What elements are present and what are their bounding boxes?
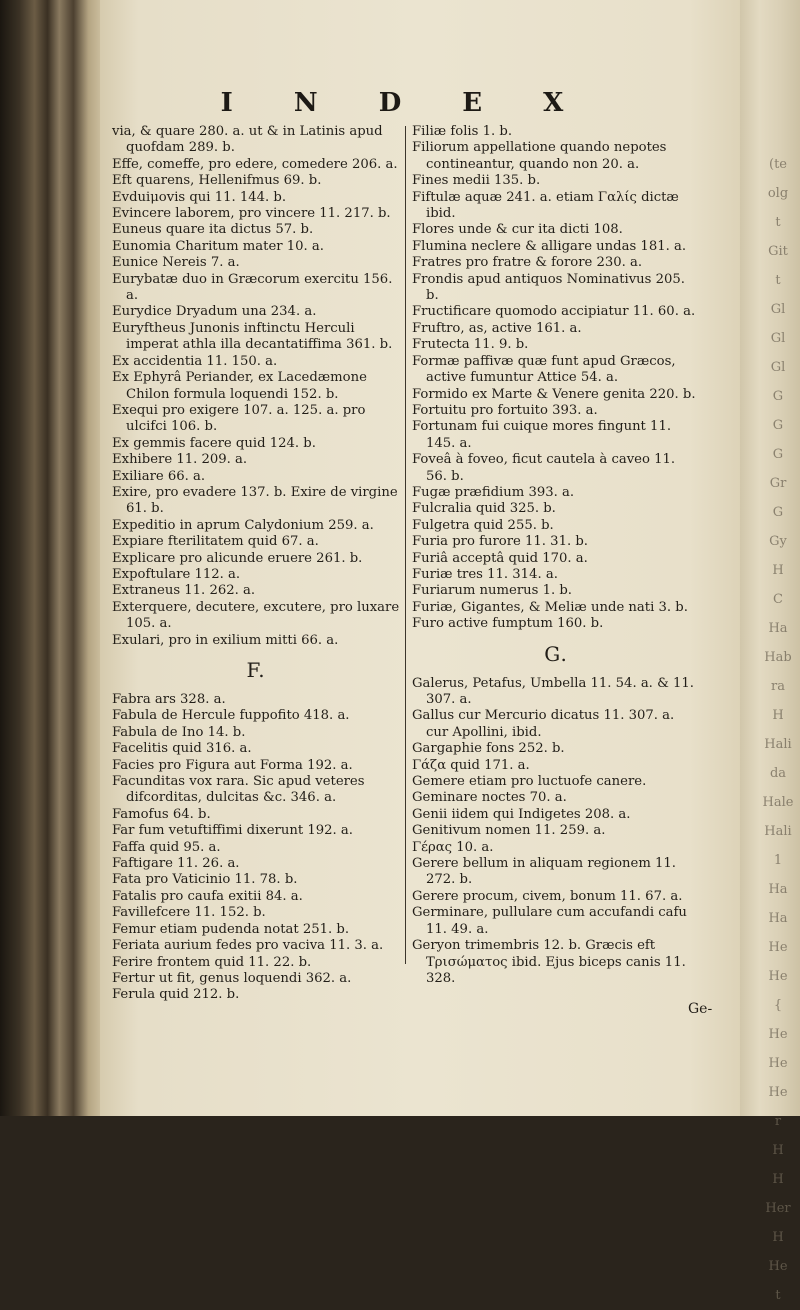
index-entry: Γάζα quid 171. a.	[412, 757, 530, 773]
index-entry: Furo active fumptum 160. b.	[412, 616, 604, 632]
index-entry: Fruftro, as, active 161. a.	[412, 320, 582, 336]
index-entry: Fertur ut fit, genus loquendi 362. a.	[112, 970, 352, 986]
right-column	[412, 124, 700, 987]
facing-page-fragment: Ha	[768, 911, 788, 926]
index-entry: Facunditas vox rara. Sic apud veteres difcorditas, dulcitas &c. 346. a.	[112, 774, 365, 806]
index-entry: Fines medii 135. b.	[412, 173, 541, 189]
facing-page-fragment: He	[768, 1027, 788, 1042]
index-entry: Flumina neclere & alligare undas 181. a.	[412, 238, 687, 254]
index-entry: Effe, comeffe, pro edere, comedere 206. a.	[112, 156, 398, 172]
facing-page-fragment: Gl	[770, 331, 786, 346]
index-entry: Feriata aurium fedes pro vaciva 11. 3. a.	[112, 938, 384, 954]
left-column	[112, 124, 400, 1004]
facing-page-fragment: t	[775, 1288, 781, 1303]
facing-page-fragment: t	[775, 215, 781, 230]
facing-page-fragment: G	[772, 418, 784, 433]
facing-page-fragment: Hali	[764, 737, 792, 752]
index-entry: Ferire frontem quid 11. 22. b.	[112, 954, 312, 970]
index-entry: Exterquere, decutere, excutere, pro luxare 105. a.	[112, 599, 400, 632]
facing-page-fragment: Gl	[770, 360, 786, 375]
index-entry: Exiliare 66. a.	[112, 468, 206, 484]
index-entry: Facelitis quid 316. a.	[112, 741, 252, 757]
index-entry: Exulari, pro in exilium mitti 66. a.	[112, 632, 339, 648]
facing-page-fragment: t	[775, 273, 781, 288]
index-entry: Evincere laborem, pro vincere 11. 217. b.	[112, 206, 391, 222]
index-entry: Fata pro Vaticinio 11. 78. b.	[112, 872, 298, 888]
index-entry: Frutecta 11. 9. b.	[412, 337, 529, 353]
index-entry: Furia pro furore 11. 31. b.	[412, 534, 588, 550]
facing-page-fragment: da	[769, 766, 787, 781]
facing-page-fragment: Gr	[769, 476, 787, 491]
index-entry: Eurybatæ duo in Græcorum exercitu 156. a.	[112, 271, 393, 304]
index-entry: Ferula quid 212. b.	[112, 987, 240, 1003]
index-entry: Geryon trimembris 12. b. Græcis eft Τρισώματος ibid. Ejus biceps canis 11. 328.	[412, 938, 686, 986]
index-entry: Exire, pro evadere 137. b. Exire de virgine 61. b.	[112, 484, 398, 517]
index-entry: Gallus cur Mercurio dicatus 11. 307. a. cur Apollini, ibid.	[412, 708, 675, 740]
index-entry: Fabula de Ino 14. b.	[112, 724, 246, 740]
book-binding-edge	[0, 0, 108, 1116]
index-entry: Germinare, pullulare cum accufandi cafu 11. 49. a.	[412, 905, 687, 937]
facing-page-fragment: H	[772, 1143, 784, 1158]
index-entry: Famofus 64. b.	[112, 806, 211, 822]
section-letter-g: G.	[544, 641, 568, 666]
page-heading: I N D E X	[220, 88, 590, 118]
index-entry: Fulgetra quid 255. b.	[412, 517, 554, 533]
index-entry: Foveâ à foveo, ficut cautela à caveo 11. 56. b.	[412, 452, 676, 484]
index-entry: Evduiμovis qui 11. 144. b.	[112, 189, 287, 205]
index-entry: Euneus quare ita dictus 57. b.	[112, 222, 314, 238]
index-entry: Genitivum nomen 11. 259. a.	[412, 823, 606, 839]
index-entry: Filiorum appellatione quando nepotes contineantur, quando non 20. a.	[412, 140, 667, 172]
index-entry: Formido ex Marte & Venere genita 220. b.	[412, 386, 696, 402]
facing-page-fragment: H	[772, 1230, 784, 1245]
facing-page-fragment: Gl	[770, 302, 786, 317]
index-entry: Eunomia Charitum mater 10. a.	[112, 238, 324, 254]
index-entry: Eft quarens, Hellenifmus 69. b.	[112, 173, 322, 189]
facing-page-fragment: H	[772, 563, 784, 578]
section-letter-f: F.	[246, 658, 266, 682]
index-entry: Furiarum numerus 1. b.	[412, 583, 572, 599]
facing-page-fragment: r	[774, 1114, 782, 1129]
facing-page-fragment: H	[772, 1172, 784, 1187]
column-divider	[405, 126, 406, 964]
facing-page-fragment: He	[768, 1056, 788, 1071]
index-entry: Fratres pro fratre & forore 230. a.	[412, 255, 643, 271]
index-entry: Fiftulæ aquæ 241. a. etiam Γαλίς dictæ ibid.	[412, 189, 679, 222]
facing-page-fragment: C	[773, 592, 783, 607]
facing-page-fragment: Hale	[762, 795, 794, 810]
facing-page-fragment: (te	[769, 157, 787, 172]
index-entry: Faffa quid 95. a.	[112, 839, 221, 855]
index-entry: Gerere bellum in aliquam regionem 11. 272. b.	[412, 856, 676, 888]
index-entry: Ex accidentia 11. 150. a.	[112, 353, 278, 369]
index-entry: Filiæ folis 1. b.	[412, 124, 513, 139]
index-entry: Gemere etiam pro luctuofe canere.	[412, 774, 647, 790]
index-entry: Fatalis pro caufa exitii 84. a.	[112, 888, 303, 904]
index-entry: Facies pro Figura aut Forma 192. a.	[112, 757, 353, 773]
index-entry: Extraneus 11. 262. a.	[112, 583, 256, 599]
index-entry: Gargaphie fons 252. b.	[412, 741, 565, 757]
index-entry: Gerere procum, civem, bonum 11. 67. a.	[412, 888, 683, 904]
index-entry: Fortuitu pro fortuito 393. a.	[412, 402, 598, 418]
index-entry: Fortunam fui cuique mores fingunt 11. 145. a.	[412, 419, 672, 451]
left-entries-e	[112, 124, 400, 649]
index-entry: Frondis apud antiquos Nominativus 205. b.	[412, 271, 685, 304]
index-entry: Geminare noctes 70. a.	[412, 790, 567, 806]
facing-page-fragment: Hab	[764, 650, 792, 665]
index-entry: Furiæ, Gigantes, & Meliæ unde nati 3. b.	[412, 599, 688, 615]
index-entry: Eunice Nereis 7. a.	[112, 255, 240, 271]
index-entry: Fabula de Hercule fuppofito 418. a.	[112, 708, 350, 724]
facing-page-fragment: He	[768, 940, 788, 955]
index-entry: Furiâ acceptâ quid 170. a.	[412, 550, 588, 566]
index-entry: Faftigare 11. 26. a.	[112, 856, 240, 872]
index-entry: Expoftulare 112. a.	[112, 566, 241, 582]
index-entry: Ex gemmis facere quid 124. b.	[112, 435, 316, 451]
index-entry: Ex Ephyrâ Periander, ex Lacedæmone Chilon formula loquendi 152. b.	[112, 370, 367, 402]
facing-page-fragment: G	[772, 389, 784, 404]
index-entry: Euryftheus Junonis inftinctu Herculi imperat athla illa decantatiffima 361. b.	[112, 320, 393, 353]
facing-page-fragment: He	[768, 1259, 788, 1274]
index-entry: Genii iidem qui Indigetes 208. a.	[412, 806, 631, 822]
index-entry: Expeditio in aprum Calydonium 259. a.	[112, 517, 374, 533]
index-entry: Expiare fterilitatem quid 67. a.	[112, 534, 319, 550]
facing-page-fragment: G	[772, 505, 784, 520]
index-entry: Fabra ars 328. a.	[112, 692, 226, 707]
index-entry: Favillefcere 11. 152. b.	[112, 905, 266, 921]
facing-page-fragment: Ha	[768, 621, 788, 636]
facing-page-fragment: 1	[773, 853, 783, 868]
facing-page-fragments	[760, 150, 796, 1310]
index-entry: Femur etiam pudenda notat 251. b.	[112, 921, 350, 937]
facing-page-fragment: G	[772, 447, 784, 462]
facing-page-fragment: Ha	[768, 882, 788, 897]
index-entry: Eurydice Dryadum una 234. a.	[112, 304, 317, 320]
catchword: Ge-	[688, 1001, 713, 1017]
index-entry: Galerus, Petafus, Umbella 11. 54. a. & 11. 307. a.	[412, 675, 694, 707]
facing-page-fragment: olg	[767, 186, 789, 201]
index-entry: Flores unde & cur ita dicti 108.	[412, 222, 623, 238]
facing-page-fragment: Her	[765, 1201, 791, 1216]
index-entry: Exequi pro exigere 107. a. 125. a. pro ulcifci 106. b.	[112, 402, 366, 435]
index-entry: via, & quare 280. a. ut & in Latinis apud quofdam 289. b.	[112, 124, 383, 156]
left-entries-f	[112, 692, 400, 1004]
index-entry: Formæ paffivæ quæ funt apud Græcos, active fumuntur Attice 54. a.	[412, 353, 676, 386]
index-entry: Furiæ tres 11. 314. a.	[412, 566, 558, 582]
facing-page-fragment: He	[768, 1085, 788, 1100]
index-entry: Explicare pro alicunde eruere 261. b.	[112, 550, 363, 566]
facing-page-fragment: Hali	[764, 824, 792, 839]
index-entry: Γέρας 10. a.	[412, 839, 494, 855]
facing-page-fragment: Git	[768, 244, 788, 259]
index-entry: Exhibere 11. 209. a.	[112, 452, 248, 468]
index-entry: Fructificare quomodo accipiatur 11. 60. a.	[412, 304, 696, 320]
facing-page-fragment: {	[773, 998, 783, 1013]
right-entries-g	[412, 676, 700, 988]
index-entry: Far fum vetuftiffimi dixerunt 192. a.	[112, 823, 353, 839]
index-entry: Fugæ præfidium 393. a.	[412, 484, 575, 500]
right-entries-f	[412, 124, 700, 633]
facing-page-fragment: Gy	[769, 534, 787, 549]
facing-page-fragment: He	[768, 969, 788, 984]
index-entry: Fulcralia quid 325. b.	[412, 501, 556, 517]
facing-page-fragment: H	[772, 708, 784, 723]
facing-page-fragment: ra	[771, 679, 785, 694]
